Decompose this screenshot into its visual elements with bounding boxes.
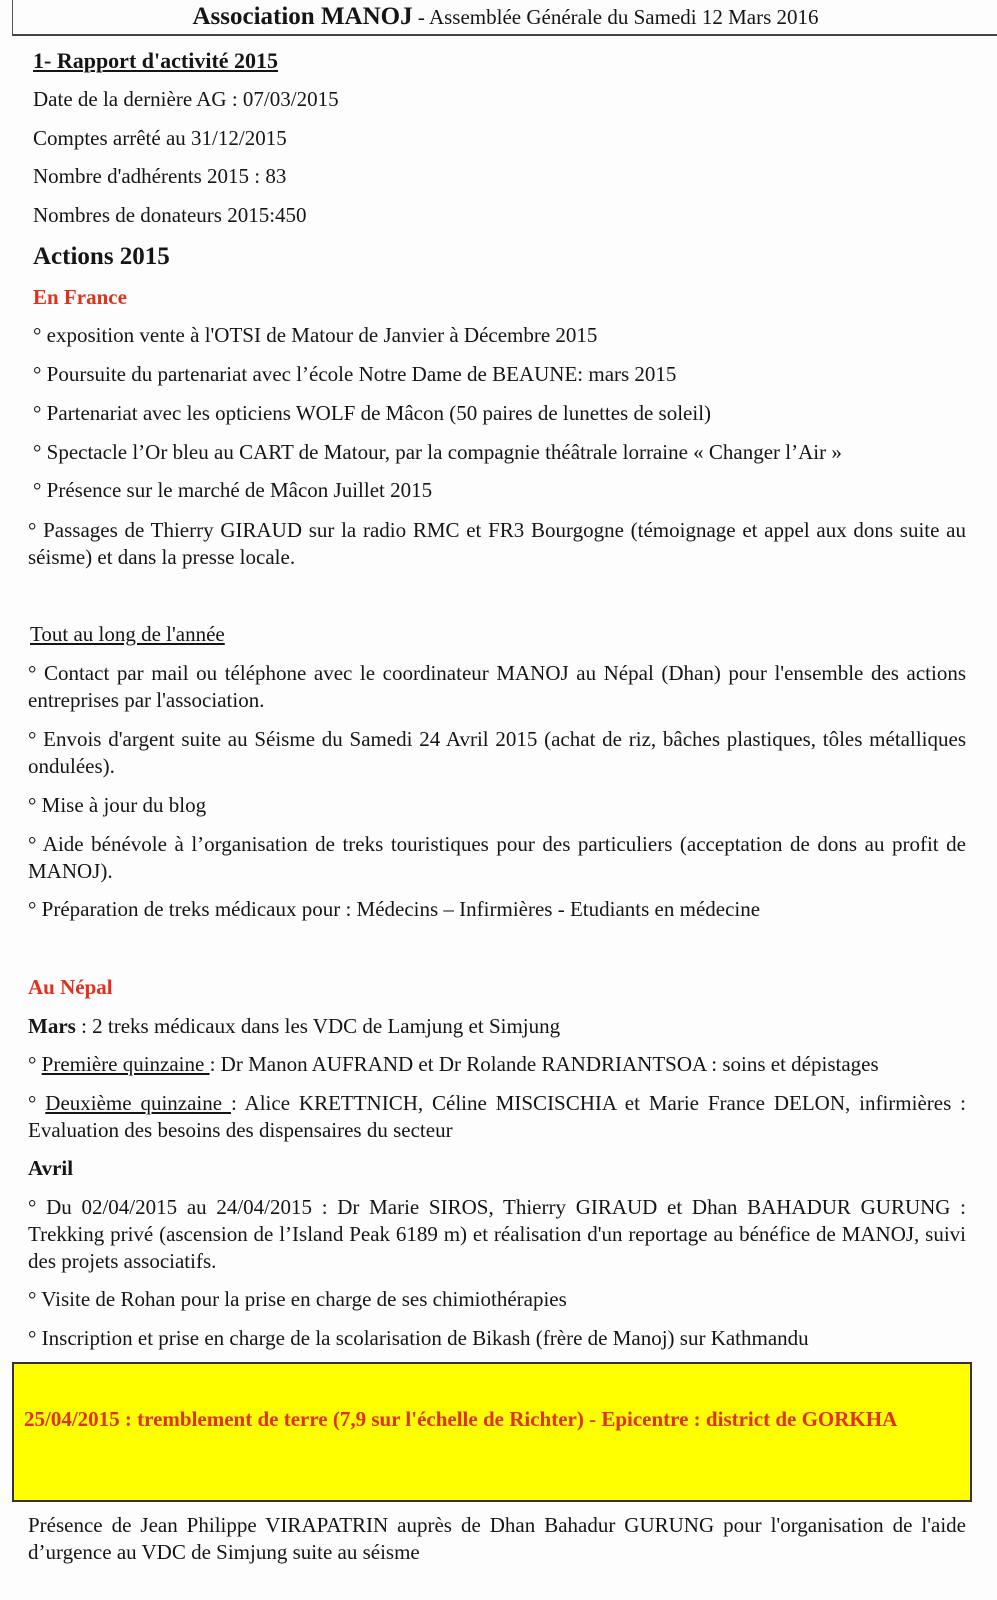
q2-label: Deuxième quinzaine	[45, 1091, 231, 1115]
mars-label: Mars	[28, 1014, 76, 1038]
avril-item: ° Inscription et prise en charge de la scolarisation de Bikash (frère de Manoj) sur Kathmandu	[28, 1326, 809, 1350]
france-title: En France	[33, 285, 127, 309]
q2-text: : Alice KRETTNICH, Céline MISCISCHIA et Marie France DELON, infirmières : Evaluation des besoins des dispensaires du secteur	[28, 1091, 966, 1142]
avril-item: ° Du 02/04/2015 au 24/04/2015 : Dr Marie SIROS, Thierry GIRAUD et Dhan BAHADUR GURUNG : Trekking privé (ascension de l’Island Peak 6189 m) et réalisation d'un reportage au bénéfice de MANOJ, suivi des projets associatifs.	[28, 1195, 966, 1273]
year-item: ° Aide bénévole à l’organisation de treks touristiques pour des particuliers (acceptation de dons au profit de MANOJ).	[28, 832, 966, 883]
year-item: ° Contact par mail ou téléphone avec le coordinateur MANOJ au Népal (Dhan) pour l'ensemble des actions entreprises par l'association.	[28, 661, 966, 712]
actions-title: Actions 2015	[33, 243, 170, 270]
avril-label: Avril	[28, 1156, 74, 1180]
nepal-q2: ° Deuxième quinzaine : Alice KRETTNICH, Céline MISCISCHIA et Marie France DELON, infirmières : Evaluation des besoins des dispensaires du secteur	[28, 1091, 966, 1142]
header	[12, 0, 997, 36]
closing-paragraph: Présence de Jean Philippe VIRAPATRIN auprès de Dhan Bahadur GURUNG pour l'organisation de l'aide d’urgence au VDC de Simjung suite au séisme	[28, 1513, 966, 1564]
header-title: Association MANOJ	[192, 3, 413, 30]
year-title: Tout au long de l'année	[30, 622, 225, 646]
fact-donors: Nombres de donateurs 2015:450	[33, 203, 307, 227]
q1-text: : Dr Manon AUFRAND et Dr Rolande RANDRIANTSOA : soins et dépistages	[209, 1052, 879, 1076]
year-item: ° Mise à jour du blog	[28, 793, 207, 817]
france-item: ° exposition vente à l'OTSI de Matour de Janvier à Décembre 2015	[33, 323, 598, 347]
earthquake-highlight-box	[12, 1362, 972, 1502]
nepal-title: Au Népal	[28, 975, 113, 999]
fact-last-ag: Date de la dernière AG : 07/03/2015	[33, 87, 339, 111]
year-item: ° Envois d'argent suite au Séisme du Samedi 24 Avril 2015 (achat de riz, bâches plastiques, tôles métalliques ondulées).	[28, 727, 966, 778]
section-title: 1- Rapport d'activité 2015	[33, 48, 279, 73]
france-item: ° Passages de Thierry GIRAUD sur la radio RMC et FR3 Bourgogne (témoignage et appel aux dons suite au séisme) et dans la presse locale.	[28, 518, 966, 569]
mars-text: : 2 treks médicaux dans les VDC de Lamjung et Simjung	[75, 1014, 561, 1038]
france-item: ° Partenariat avec les opticiens WOLF de Mâcon (50 paires de lunettes de soleil)	[33, 401, 712, 425]
france-item: ° Présence sur le marché de Mâcon Juillet 2015	[33, 478, 433, 502]
q1-label: Première quinzaine	[41, 1052, 210, 1076]
france-item: ° Poursuite du partenariat avec l’école Notre Dame de BEAUNE: mars 2015	[33, 362, 677, 386]
nepal-q1: ° Première quinzaine : Dr Manon AUFRAND et Dr Rolande RANDRIANTSOA : soins et dépistages	[28, 1052, 879, 1076]
avril-item: ° Visite de Rohan pour la prise en charge de ses chimiothérapies	[28, 1287, 567, 1311]
fact-members: Nombre d'adhérents 2015 : 83	[33, 164, 287, 188]
earthquake-text: 25/04/2015 : tremblement de terre (7,9 sur l'échelle de Richter) - Epicentre : district de GORKHA	[24, 1407, 898, 1431]
france-item: ° Spectacle l’Or bleu au CART de Matour, par la compagnie théâtrale lorraine « Changer l’Air »	[33, 440, 842, 464]
year-item: ° Préparation de treks médicaux pour : Médecins – Infirmières - Etudiants en médecine	[28, 897, 761, 921]
fact-accounts: Comptes arrêté au 31/12/2015	[33, 126, 287, 150]
nepal-mars	[28, 1013, 966, 1040]
header-subtitle: - Assemblée Générale du Samedi 12 Mars 2016	[412, 5, 819, 29]
